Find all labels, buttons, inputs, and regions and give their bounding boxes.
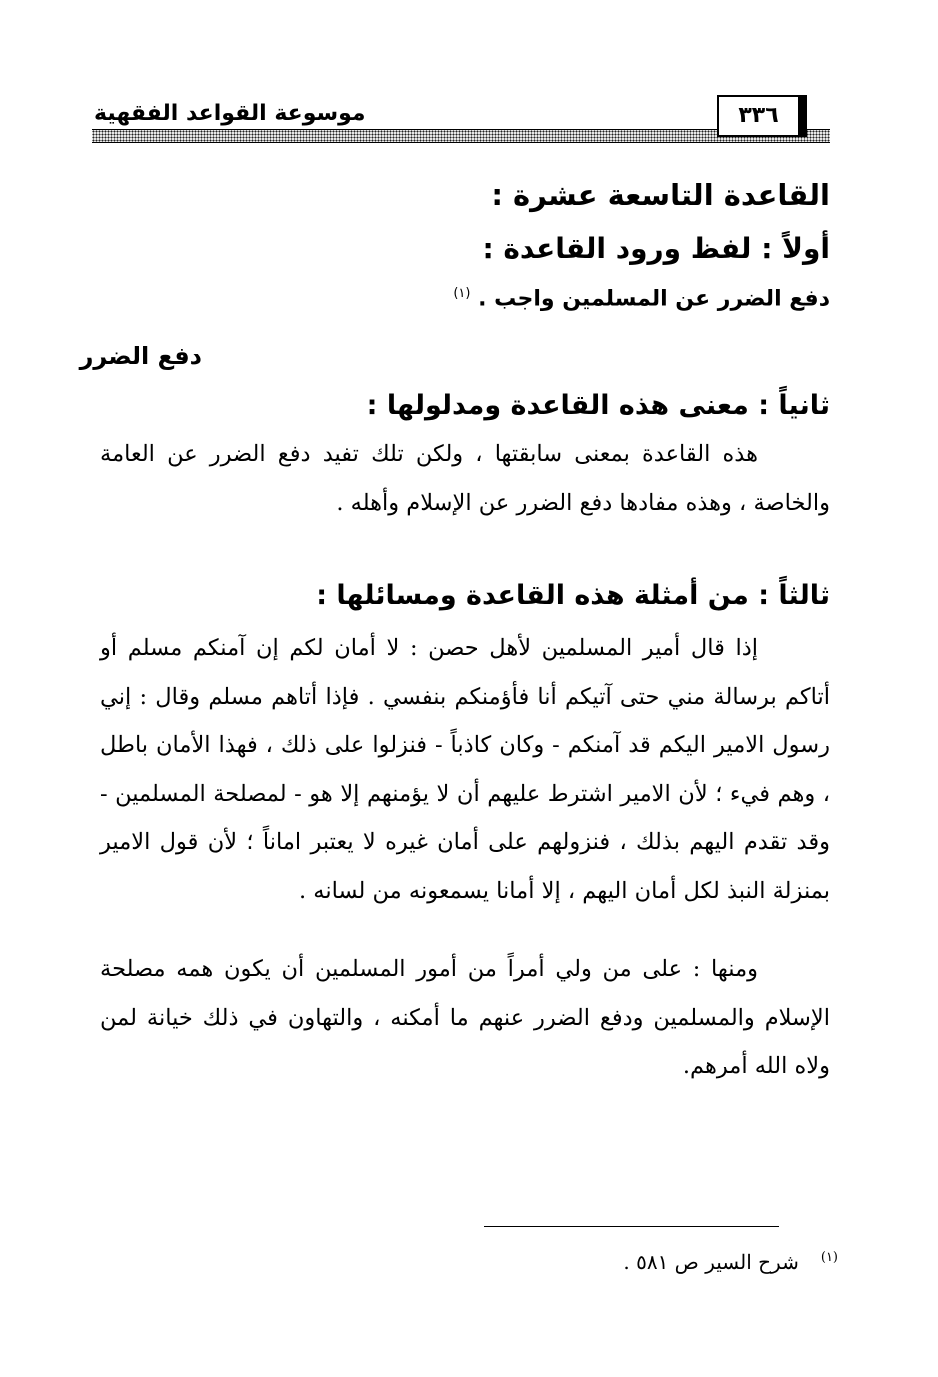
rule-title: القاعدة التاسعة عشرة : xyxy=(491,178,830,212)
footnote-text: شرح السير ص ٥٨١ . xyxy=(623,1250,799,1274)
example-paragraph-2-text: ومنها : على من ولي أمراً من أمور المسلمين أن يكون همه مصلحة الإسلام والمسلمين ودفع الضرر عنهم ما أمكنه ، والتهاون في ذلك خيانة لمن ولاه الله أمرهم. xyxy=(100,956,830,1079)
footnote-divider xyxy=(484,1226,779,1227)
example-paragraph-2 xyxy=(100,945,830,1091)
footnote xyxy=(623,1250,838,1274)
page-number: ٣٣٦ xyxy=(738,103,779,128)
example-paragraph-1 xyxy=(100,624,830,915)
page-number-box xyxy=(717,95,807,137)
page-header xyxy=(92,95,830,147)
keyword-label: دفع الضرر xyxy=(79,342,202,370)
footnote-marker: (١) xyxy=(820,1250,838,1265)
section-third-heading: ثالثاً : من أمثلة هذه القاعدة ومسائلها : xyxy=(316,580,830,611)
section-second-heading: ثانياً : معنى هذه القاعدة ومدلولها : xyxy=(366,390,830,421)
book-title: موسوعة القواعد الفقهية xyxy=(92,99,372,129)
rule-statement xyxy=(453,286,830,311)
section-first-heading: أولاً : لفظ ورود القاعدة : xyxy=(482,232,830,265)
meaning-paragraph-text: هذه القاعدة بمعنى سابقتها ، ولكن تلك تفيد دفع الضرر عن العامة والخاصة ، وهذه مفادها دفع الضرر عن الإسلام وأهله . xyxy=(100,441,830,516)
meaning-paragraph xyxy=(100,430,830,527)
rule-statement-text: دفع الضرر عن المسلمين واجب . xyxy=(478,286,830,312)
example-paragraph-1-text: إذا قال أمير المسلمين لأهل حصن : لا أمان لكم إن آمنكم مسلم أو أتاكم برسالة مني حتى آتيكم أنا فأؤمنكم بنفسي . فإذا أتاهم مسلم وقال : إني رسول الامير اليكم قد آمنكم - وكان كاذباً - فنزلوا على ذلك ، فهذا الأمان باطل ، وهم فيء ؛ لأن الامير اشترط عليهم أن لا يؤمنهم إلا هو - لمصلحة المسلمين - وقد تقدم اليهم بذلك ، فنزولهم على أمان غيره لا يعتبر اماناً ؛ لأن قول الامير بمنزلة النبذ لكل أمان اليهم ، إلا أمانا يسمعونه من لسانه . xyxy=(100,635,830,904)
footnote-ref: (١) xyxy=(453,286,471,301)
